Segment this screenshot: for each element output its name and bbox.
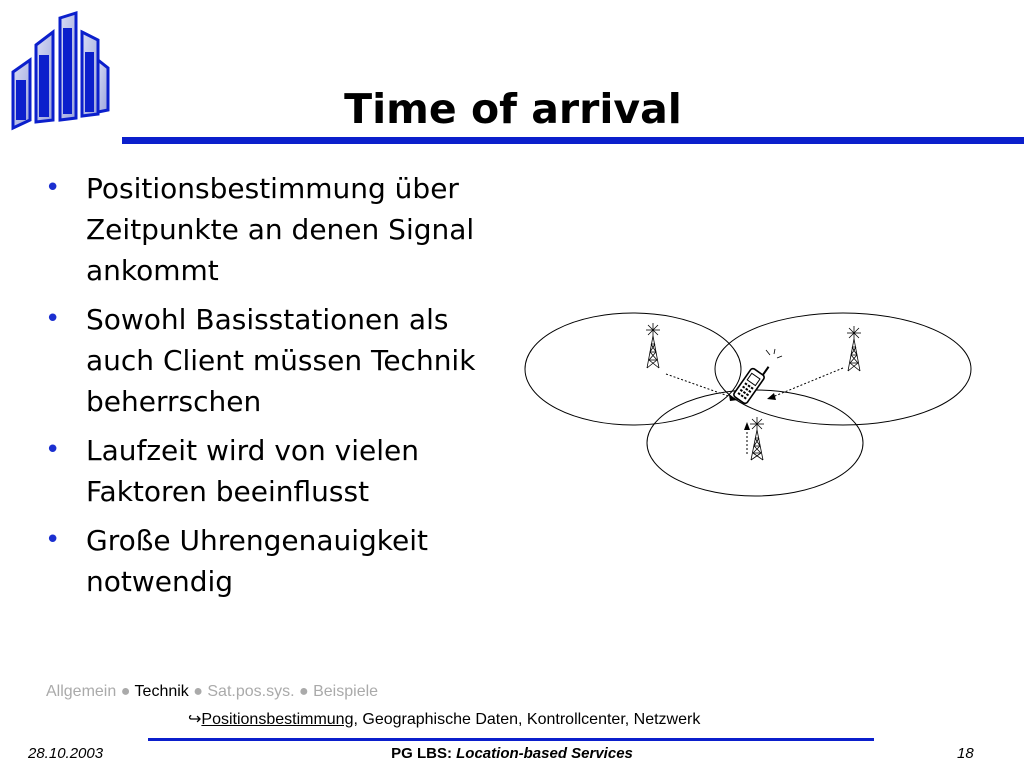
bullet-marker: • (45, 173, 61, 203)
radio-tower-icon (847, 326, 861, 371)
bullet-text: Sowohl Basisstationen als auch Client müssen Technik beherrschen (86, 303, 476, 418)
nav-item-allgemein[interactable]: Allgemein (46, 683, 117, 700)
nav-item-satpossys[interactable]: Sat.pos.sys. (207, 683, 295, 700)
bullet-item (45, 299, 485, 422)
nav-separator: ● (120, 683, 131, 700)
page-number: 18 (957, 745, 974, 762)
subnav-link-positionsbestimmung[interactable]: Positionsbestimmung (201, 711, 354, 728)
bullet-marker: • (45, 435, 61, 465)
nav-item-beispiele[interactable]: Beispiele (313, 683, 379, 700)
coverage-circle-left (525, 313, 741, 425)
bullet-list (45, 168, 485, 610)
return-arrow-icon: ↪ (188, 711, 202, 728)
subnav-rest: , Geographische Daten, Kontrollcenter, Netzwerk (353, 711, 701, 728)
nav-separator: ● (298, 683, 309, 700)
footer-title (0, 744, 1024, 764)
footer-subtitle: Location-based Services (456, 745, 633, 762)
footer-prefix: PG LBS: (391, 745, 457, 762)
radio-tower-icon (646, 323, 660, 368)
bullet-item (45, 520, 485, 602)
toa-diagram (518, 305, 978, 500)
section-nav (46, 681, 378, 703)
coverage-circle-bottom (647, 390, 863, 496)
title-divider (122, 137, 1024, 144)
bullet-text: Laufzeit wird von vielen Faktoren beeinflusst (86, 434, 419, 508)
bullet-text: Positionsbestimmung über Zeitpunkte an denen Signal ankommt (86, 172, 475, 287)
nav-item-technik[interactable]: Technik (134, 683, 189, 700)
footer-divider (148, 738, 874, 741)
bullet-marker: • (45, 525, 61, 555)
subsection-nav (188, 709, 700, 731)
bullet-text: Große Uhrengenauigkeit notwendig (86, 524, 429, 598)
slide-title: Time of arrival (344, 85, 682, 133)
bullet-item (45, 430, 485, 512)
bullet-marker: • (45, 304, 61, 334)
bullet-item (45, 168, 485, 291)
radio-tower-icon (750, 417, 764, 460)
nav-separator: ● (193, 683, 203, 700)
footer-date: 28.10.2003 (28, 745, 104, 762)
phone-signal-lines (766, 349, 782, 358)
